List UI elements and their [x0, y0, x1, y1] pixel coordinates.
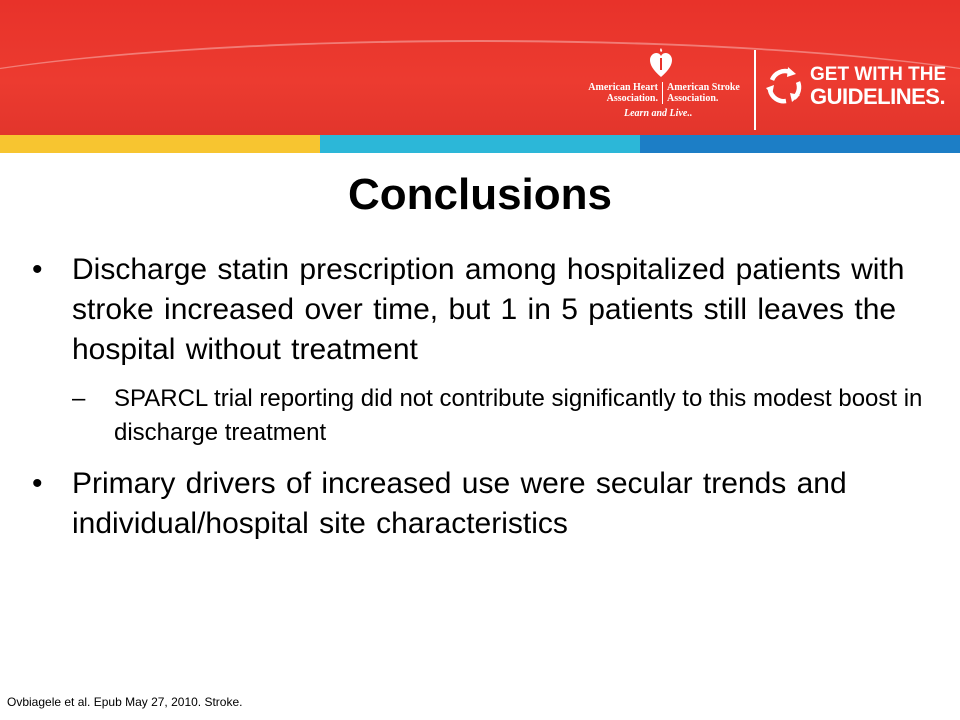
bullet-text: Primary drivers of increased use were secular trends and individual/hospital site characteristics — [72, 467, 847, 540]
bullet-marker: • — [32, 253, 43, 286]
aha-asa-logo — [576, 48, 746, 128]
citation: Ovbiagele et al. Epub May 27, 2010. Stroke. — [7, 695, 243, 709]
stripe-blue — [640, 135, 960, 153]
sub-bullet-marker: – — [72, 385, 86, 412]
stripe-cyan — [320, 135, 640, 153]
slide-title: Conclusions — [347, 170, 613, 219]
bullet-item — [28, 464, 928, 544]
recycle-arrows-icon — [764, 66, 804, 106]
gwtg-line2: GUIDELINES. — [810, 84, 946, 109]
header-divider — [754, 50, 756, 130]
aha-name-line1: American Heart — [588, 82, 658, 93]
asa-name — [667, 82, 757, 104]
color-stripes — [0, 135, 960, 153]
aha-name — [576, 82, 658, 104]
get-with-the-guidelines-logo — [810, 64, 946, 108]
sub-bullet-item — [28, 382, 928, 450]
logo-divider — [662, 82, 663, 104]
sub-bullet-text: SPARCL trial reporting did not contribute significantly to this modest boost in discharge treatment — [114, 385, 923, 446]
asa-name-line1: American Stroke — [667, 82, 740, 93]
asa-name-line2: Association. — [667, 93, 719, 104]
bullet-text: Discharge statin prescription among hospitalized patients with stroke increased over time, but 1 in 5 patients still leaves the hospital without treatment — [72, 253, 905, 366]
stripe-yellow — [0, 135, 320, 153]
aha-name-line2: Association. — [606, 93, 658, 104]
bullet-marker: • — [32, 467, 43, 500]
bullet-item — [28, 250, 928, 370]
heart-torch-icon — [649, 48, 673, 78]
slide-body — [28, 250, 928, 556]
aha-tagline: Learn and Live.. — [624, 108, 693, 119]
gwtg-line1: GET WITH THE — [810, 64, 947, 85]
header-banner — [0, 0, 960, 135]
